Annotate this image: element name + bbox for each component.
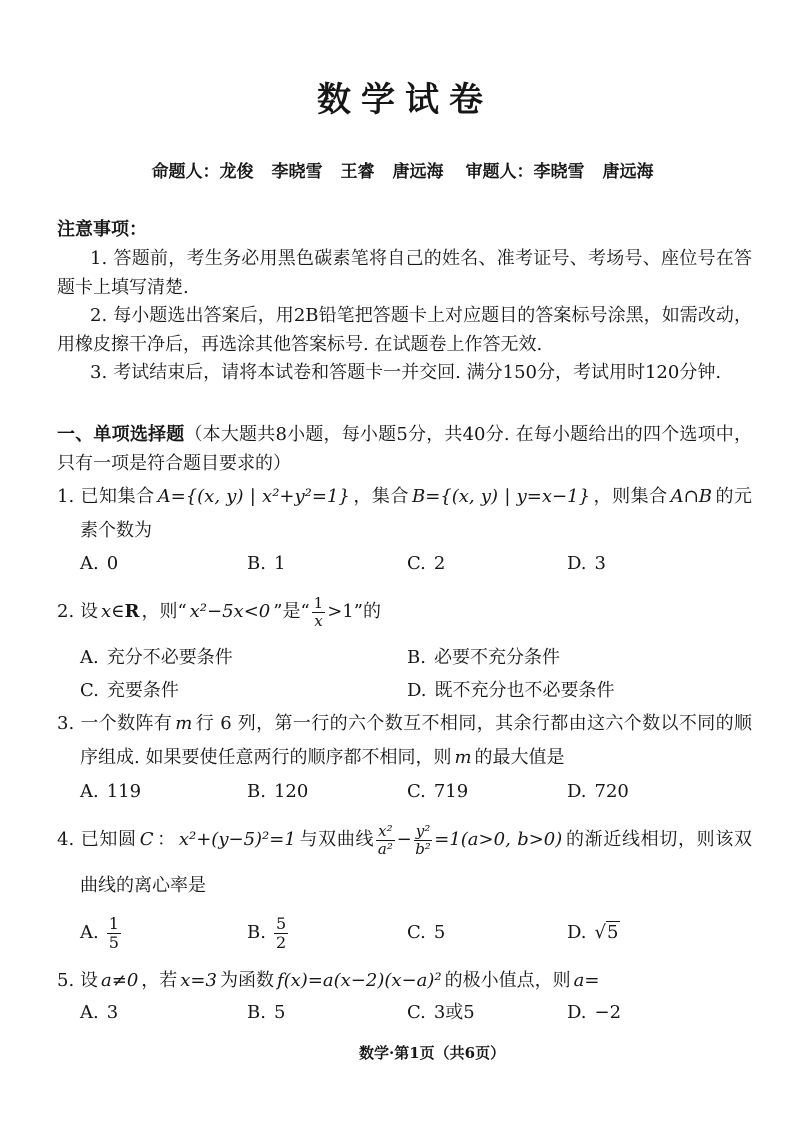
- question-text: 的元素个数为: [80, 486, 753, 541]
- question-text: 行 6 列，第一行的六个数互不相同，其余行都由这六个数以不同的顺序组成. 如果要使任意两行的顺序都不相同，则: [80, 713, 752, 768]
- math-symbol: ∈: [111, 601, 125, 622]
- option-label: D.: [567, 553, 587, 574]
- question-number: 5.: [57, 970, 75, 991]
- option-a: [80, 910, 247, 956]
- question-5-options: [80, 997, 727, 1029]
- option-d: [407, 674, 734, 707]
- math-expression: x²+(y−5)²=1: [178, 829, 296, 850]
- exam-title: 数学试卷: [317, 80, 493, 120]
- option-label: A.: [80, 781, 99, 802]
- fraction-denominator: x: [314, 611, 323, 630]
- setter-name: 龙俊: [219, 162, 254, 182]
- option-value: 120: [273, 781, 309, 802]
- option-a: [80, 641, 407, 674]
- option-label: D.: [407, 680, 427, 701]
- fraction-numerator: 5: [275, 913, 287, 933]
- question-text: 设: [80, 970, 98, 991]
- option-c: [407, 910, 567, 956]
- question-text: ，若: [141, 970, 178, 991]
- math-expression: =1(a>0, b>0): [434, 829, 563, 850]
- option-c: [80, 674, 407, 707]
- option-label: D.: [567, 781, 587, 802]
- math-expression: B={(x, y) | y=x−1}: [411, 486, 591, 507]
- question-3: [57, 707, 752, 775]
- option-a: [80, 548, 247, 580]
- question-2-options: [80, 641, 734, 707]
- notes-heading: 注意事项：: [57, 219, 147, 240]
- question-text: 一个数阵有: [80, 713, 173, 734]
- option-d: [567, 548, 727, 580]
- radical-sign: √: [594, 922, 606, 943]
- fraction-numerator: x²: [378, 821, 393, 840]
- option-label: C.: [80, 680, 99, 701]
- setter-name: 王睿: [340, 162, 375, 182]
- question-text: 的极小值点，则: [444, 970, 571, 991]
- option-c: [407, 776, 567, 808]
- option-value: 必要不充分条件: [433, 647, 560, 668]
- fraction-denominator: 5: [108, 932, 119, 952]
- note-item: [57, 359, 752, 388]
- option-value: 5: [433, 922, 446, 943]
- option-label: C.: [407, 922, 426, 943]
- fraction-numerator: 1: [313, 593, 324, 612]
- note-number: 3.: [90, 362, 108, 383]
- option-value: 充要条件: [106, 680, 179, 701]
- math-fraction: [312, 595, 326, 630]
- fraction-denominator: b²: [415, 839, 431, 858]
- option-value: 719: [433, 781, 469, 802]
- reviewer-name: 唐远海: [602, 162, 654, 182]
- question-number: 2.: [57, 601, 75, 622]
- math-expression: f(x)=a(x−2)(x−a)²: [276, 970, 442, 991]
- page-footer: 数学·第1页（共6页）: [359, 1044, 506, 1062]
- question-text: ，集合: [352, 486, 409, 507]
- option-b: [247, 548, 407, 580]
- math-expression: x=3: [180, 970, 217, 991]
- option-label: C.: [407, 781, 426, 802]
- math-expression: A∩B: [670, 486, 712, 507]
- option-value: 3或5: [433, 1002, 475, 1023]
- option-value: 119: [106, 781, 142, 802]
- question-4: [57, 817, 752, 909]
- option-value: 既不充分也不必要条件: [434, 680, 615, 701]
- option-label: C.: [407, 1002, 426, 1023]
- question-text: ”是“: [273, 601, 310, 622]
- option-value: 0: [106, 553, 119, 574]
- option-label: B.: [247, 781, 266, 802]
- option-value: 充分不必要条件: [106, 647, 233, 668]
- option-label: D.: [567, 1002, 587, 1023]
- math-variable: m: [454, 747, 472, 768]
- question-number: 3.: [57, 713, 75, 734]
- math-operator: −: [396, 829, 412, 850]
- question-3-options: [80, 776, 727, 808]
- option-label: B.: [407, 647, 426, 668]
- question-2: [57, 592, 752, 632]
- question-text: ”的: [353, 601, 381, 622]
- question-text: 已知圆: [80, 829, 137, 850]
- option-d: [567, 776, 727, 808]
- option-fraction: [107, 915, 121, 952]
- math-fraction: [376, 823, 394, 858]
- option-b: [247, 910, 407, 956]
- setter-name: 唐远海: [392, 162, 444, 182]
- option-label: B.: [247, 553, 266, 574]
- math-expression: >1: [327, 601, 354, 622]
- option-c: [407, 548, 567, 580]
- question-4-options: [80, 910, 727, 956]
- section-heading: [57, 420, 752, 478]
- section-title: 一、单项选择题: [57, 424, 185, 445]
- question-text: 与双曲线: [298, 829, 375, 850]
- notes-list: [57, 245, 752, 388]
- option-value: 3: [594, 553, 606, 574]
- question-number: 1.: [57, 486, 75, 507]
- fraction-numerator: 1: [108, 913, 119, 933]
- note-text: 考试结束后，请将本试卷和答题卡一并交回. 满分150分，考试用时120分钟.: [113, 362, 722, 383]
- fraction-denominator: 2: [275, 932, 287, 952]
- reviewer-name: 李晓雪: [533, 162, 585, 182]
- math-fraction: [414, 823, 433, 858]
- option-value: 3: [106, 1002, 119, 1023]
- setters-label: 命题人：: [151, 162, 220, 182]
- question-text: ，则“: [141, 601, 187, 622]
- question-text: 设: [80, 601, 98, 622]
- question-1-options: [80, 548, 727, 580]
- math-variable: m: [175, 713, 193, 734]
- option-value: 2: [433, 553, 446, 574]
- option-b: [247, 776, 407, 808]
- option-value: 5: [273, 1002, 286, 1023]
- reviewers-label: 审题人：: [465, 162, 534, 182]
- math-variable: C: [139, 829, 154, 850]
- math-set-symbol: R: [124, 601, 140, 622]
- math-expression: a=: [573, 970, 600, 991]
- section-description: （本大题共8小题，每小题5分，共40分. 在每小题给出的四个选项中，只有一项是符合题目要求的）: [57, 424, 753, 474]
- question-text: 为函数: [219, 970, 274, 991]
- fraction-numerator: y²: [415, 821, 431, 840]
- question-text: 已知集合: [80, 486, 155, 507]
- math-expression: x²−5x<0: [189, 601, 271, 622]
- note-item: [57, 245, 752, 302]
- option-label: B.: [247, 1002, 266, 1023]
- option-label: D.: [567, 922, 587, 943]
- note-number: 2.: [90, 305, 108, 326]
- setter-name: 李晓雪: [271, 162, 323, 182]
- radicand: 5: [607, 922, 619, 943]
- option-label: A.: [80, 922, 99, 943]
- option-d: [567, 910, 727, 956]
- math-variable: x: [101, 601, 112, 622]
- option-value: −2: [594, 1002, 622, 1023]
- question-text: 的最大值是: [474, 747, 565, 768]
- option-fraction: [274, 915, 288, 952]
- option-label: A.: [80, 553, 99, 574]
- question-text: ，则集合: [593, 486, 668, 507]
- option-label: B.: [247, 922, 266, 943]
- note-text: 每小题选出答案后，用2B铅笔把答题卡上对应题目的答案标号涂黑，如需改动，用橡皮擦干净后，再选涂其他答案标号. 在试题卷上作答无效.: [57, 305, 752, 355]
- note-text: 答题前，考生务必用黑色碳素笔将自己的姓名、准考证号、考场号、座位号在答题卡上填写清楚.: [57, 248, 752, 298]
- option-label: A.: [80, 1002, 99, 1023]
- option-a: [80, 776, 247, 808]
- math-expression: a≠0: [101, 970, 139, 991]
- math-expression: A={(x, y) | x²+y²=1}: [157, 486, 350, 507]
- option-c: [407, 997, 567, 1029]
- option-a: [80, 997, 247, 1029]
- question-number: 4.: [57, 829, 75, 850]
- option-b: [247, 997, 407, 1029]
- note-number: 1.: [90, 248, 108, 269]
- authors-line: [0, 160, 800, 184]
- question-5: [57, 964, 752, 998]
- option-value: 720: [594, 781, 629, 802]
- option-b: [407, 641, 734, 674]
- option-value: 1: [273, 553, 286, 574]
- option-d: [567, 997, 727, 1029]
- note-item: [57, 302, 752, 359]
- option-label: A.: [80, 647, 99, 668]
- question-1: [57, 480, 752, 548]
- question-text: ：: [156, 829, 176, 850]
- question-text: 的渐近线相切，则该双曲线的离心率是: [80, 829, 753, 896]
- option-label: C.: [407, 553, 426, 574]
- fraction-denominator: a²: [377, 839, 393, 858]
